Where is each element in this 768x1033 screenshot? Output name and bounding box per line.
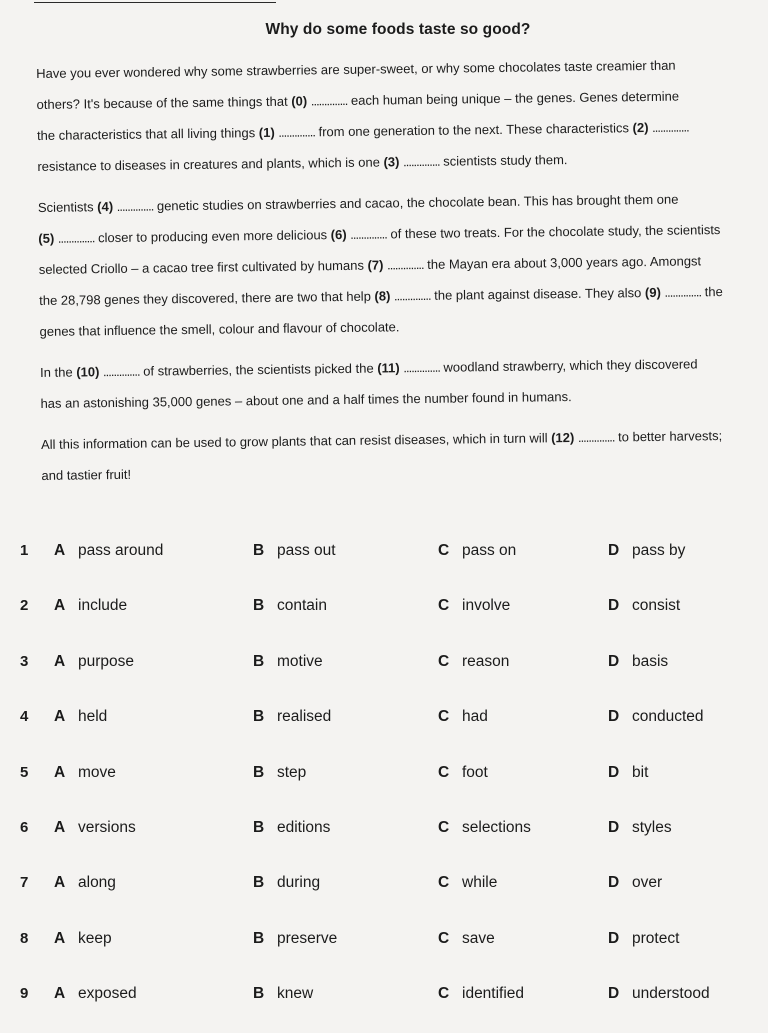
answer-option-d <box>608 542 685 560</box>
gap-blank: .............. <box>310 92 348 109</box>
option-letter: C <box>438 818 450 836</box>
option-letter: C <box>438 763 450 781</box>
answer-option-a <box>54 930 112 948</box>
passage-text: scientists study them. <box>439 152 568 169</box>
answer-option-b <box>253 874 320 892</box>
answer-option-c <box>438 874 497 892</box>
answer-option-a <box>54 542 163 560</box>
passage-text: woodland strawberry, which they discovered <box>439 356 698 375</box>
gap-blank: .............. <box>652 119 689 135</box>
gap-blank: .............. <box>278 124 316 140</box>
option-text: pass out <box>277 542 336 559</box>
passage-text: of strawberries, the scientists picked the <box>139 360 378 379</box>
option-text: pass on <box>462 542 517 559</box>
question-row <box>0 534 768 589</box>
question-row <box>0 589 768 644</box>
answer-option-b <box>253 764 306 782</box>
passage-text: from one generation to the next. These characteristics <box>314 120 633 140</box>
answer-option-b <box>253 930 337 948</box>
option-letter: D <box>608 542 620 559</box>
option-text: reason <box>462 652 510 670</box>
passage-text: genetic studies on strawberries and cacao, the chocolate bean. This has brought them one <box>153 191 679 214</box>
answer-option-d <box>608 819 672 837</box>
answer-option-a <box>54 653 134 671</box>
option-text: basis <box>632 652 669 670</box>
question-row <box>0 866 768 921</box>
passage-text: the characteristics that all living things <box>36 125 259 143</box>
option-letter: B <box>253 708 265 726</box>
option-letter: A <box>54 763 66 781</box>
answer-option-b <box>253 708 331 726</box>
option-text: motive <box>277 652 323 670</box>
passage-text: each human being unique – the genes. Genes determine <box>347 88 680 108</box>
gap-number: (5) <box>38 230 55 246</box>
page-title: Why do some foods taste so good? <box>265 21 531 38</box>
top-rule <box>34 2 276 3</box>
gap-blank: .............. <box>393 287 431 304</box>
option-letter: A <box>54 818 66 836</box>
answer-option-c <box>438 653 509 671</box>
passage-paragraph <box>41 419 768 491</box>
gap-number: (6) <box>330 226 347 243</box>
option-letter: A <box>54 542 66 559</box>
option-text: understood <box>632 985 710 1003</box>
gap-blank: .............. <box>577 429 615 445</box>
option-text: pass around <box>78 542 164 559</box>
option-letter: C <box>438 597 450 615</box>
gap-number: (8) <box>374 288 391 304</box>
answer-option-a <box>54 985 137 1003</box>
option-text: purpose <box>78 652 135 670</box>
answer-option-a <box>54 708 107 726</box>
option-text: contain <box>277 597 327 615</box>
answer-option-b <box>253 819 330 837</box>
passage-text: others? It's because of the same things that <box>36 93 292 112</box>
answer-option-a <box>54 819 136 837</box>
option-letter: B <box>253 763 265 781</box>
passage-text: the <box>700 284 723 300</box>
answer-option-d <box>608 653 668 671</box>
passage-text: selected Criollo – a cacao tree first cultivated by humans <box>38 257 368 277</box>
question-row <box>0 645 768 700</box>
question-row <box>0 811 768 866</box>
answer-option-a <box>54 874 116 892</box>
answer-option-a <box>54 764 116 782</box>
gap-blank: .............. <box>57 230 95 246</box>
option-text: over <box>632 874 663 892</box>
option-text: bit <box>632 763 649 781</box>
option-letter: B <box>253 542 265 559</box>
answer-option-d <box>608 874 662 892</box>
passage-paragraph <box>38 182 768 347</box>
gap-blank: .............. <box>664 284 702 300</box>
option-letter: B <box>253 985 265 1003</box>
option-text: conducted <box>632 708 704 726</box>
answer-option-c <box>438 597 510 615</box>
answer-option-d <box>608 930 679 948</box>
passage-text: the plant against disease. They also <box>430 285 646 303</box>
option-letter: C <box>438 929 450 947</box>
option-text: held <box>78 708 108 726</box>
passage-text: All this information can be used to grow plants that can resist diseases, which in turn will <box>40 430 552 452</box>
gap-number: (1) <box>258 124 275 141</box>
option-letter: D <box>608 597 620 615</box>
option-text: include <box>78 597 128 615</box>
passage-text: Scientists <box>37 199 98 215</box>
option-letter: D <box>608 985 620 1003</box>
option-text: during <box>277 874 321 892</box>
question-number: 3 <box>20 652 29 670</box>
question-row <box>0 700 768 755</box>
option-text: consist <box>632 597 681 615</box>
gap-number: (9) <box>644 284 661 301</box>
option-text: move <box>78 763 116 781</box>
passage-text: has an astonishing 35,000 genes – about one and a half times the number found in humans. <box>40 389 572 411</box>
question-number: 2 <box>20 597 29 615</box>
answer-option-d <box>608 985 710 1003</box>
passage-text: In the <box>40 364 77 380</box>
option-text: knew <box>277 985 314 1003</box>
gap-number: (4) <box>97 199 114 215</box>
answer-option-d <box>608 708 704 726</box>
gap-number: (0) <box>291 93 308 109</box>
question-number: 5 <box>20 763 29 781</box>
answer-option-b <box>253 985 313 1003</box>
answer-option-c <box>438 542 516 560</box>
gap-number: (7) <box>367 257 384 273</box>
passage-text: closer to producing even more delicious <box>94 227 331 246</box>
passage-paragraph <box>40 347 768 419</box>
option-text: versions <box>78 818 136 836</box>
answer-option-c <box>438 819 531 837</box>
answer-option-c <box>438 708 488 726</box>
option-letter: D <box>608 818 620 836</box>
question-list <box>0 534 768 1033</box>
gap-blank: .............. <box>116 198 154 214</box>
gap-blank: .............. <box>350 226 387 242</box>
question-row <box>0 756 768 811</box>
option-letter: D <box>608 763 620 781</box>
option-text: along <box>78 874 116 892</box>
option-text: save <box>462 929 495 947</box>
question-number: 8 <box>20 929 29 947</box>
question-number: 6 <box>20 818 29 836</box>
option-letter: B <box>253 818 265 836</box>
gap-blank: .............. <box>403 359 440 376</box>
gap-number: (2) <box>632 119 649 136</box>
option-text: styles <box>632 818 672 836</box>
option-letter: D <box>608 708 620 726</box>
passage-text: resistance to diseases in creatures and plants, which is one <box>37 154 384 174</box>
passage-text: Have you ever wondered why some strawberries are super-sweet, or why some chocolates taste creamier than <box>36 57 676 81</box>
option-text: pass by <box>632 542 686 559</box>
option-text: while <box>462 874 498 892</box>
option-letter: B <box>253 929 265 947</box>
answer-option-a <box>54 597 127 615</box>
passage-text: the 28,798 genes they discovered, there are two that help <box>39 288 375 308</box>
answer-option-b <box>253 542 336 560</box>
answer-option-b <box>253 653 323 671</box>
option-letter: B <box>253 652 265 670</box>
option-letter: A <box>54 874 66 892</box>
option-letter: D <box>608 929 620 947</box>
answer-option-d <box>608 597 680 615</box>
gap-blank: .............. <box>386 256 424 273</box>
passage-text: genes that influence the smell, colour and flavour of chocolate. <box>39 319 400 339</box>
question-number: 4 <box>20 708 29 726</box>
passage-text: to better harvests; <box>614 428 723 445</box>
option-text: realised <box>277 708 332 726</box>
option-letter: B <box>253 874 265 892</box>
gap-number: (12) <box>551 429 575 446</box>
option-text: selections <box>462 818 531 836</box>
option-letter: C <box>438 874 450 892</box>
answer-option-d <box>608 764 648 782</box>
question-number: 1 <box>20 542 29 559</box>
option-letter: C <box>438 985 450 1003</box>
question-row <box>0 922 768 977</box>
question-number: 7 <box>20 874 29 892</box>
option-text: step <box>277 763 307 781</box>
gap-number: (10) <box>76 364 100 380</box>
option-letter: C <box>438 708 450 726</box>
passage <box>36 48 768 490</box>
option-text: keep <box>78 929 112 947</box>
gap-number: (3) <box>383 154 400 170</box>
option-letter: A <box>54 652 66 670</box>
option-letter: D <box>608 874 620 892</box>
answer-option-b <box>253 597 327 615</box>
option-letter: D <box>608 652 620 670</box>
passage-text: of these two treats. For the chocolate study, the scientists <box>386 222 721 242</box>
gap-blank: .............. <box>102 363 140 380</box>
gap-number: (11) <box>377 360 400 376</box>
question-number: 9 <box>20 985 29 1003</box>
option-text: exposed <box>78 985 137 1003</box>
option-text: foot <box>462 763 488 781</box>
passage-text: and tastier fruit! <box>41 466 132 483</box>
option-letter: A <box>54 597 66 615</box>
gap-blank: .............. <box>402 153 440 170</box>
answer-option-c <box>438 930 495 948</box>
option-text: editions <box>277 818 331 836</box>
option-text: involve <box>462 597 511 615</box>
answer-option-c <box>438 764 488 782</box>
option-letter: B <box>253 597 265 615</box>
option-letter: A <box>54 929 66 947</box>
option-letter: A <box>54 708 66 726</box>
question-row <box>0 977 768 1032</box>
passage-paragraph <box>36 48 766 182</box>
option-text: preserve <box>277 929 338 947</box>
option-letter: C <box>438 652 450 670</box>
option-text: identified <box>462 985 525 1003</box>
option-letter: C <box>438 542 450 559</box>
passage-text: the Mayan era about 3,000 years ago. Amongst <box>423 253 702 272</box>
option-text: protect <box>632 929 680 947</box>
option-text: had <box>462 708 488 726</box>
answer-option-c <box>438 985 524 1003</box>
option-letter: A <box>54 985 66 1003</box>
